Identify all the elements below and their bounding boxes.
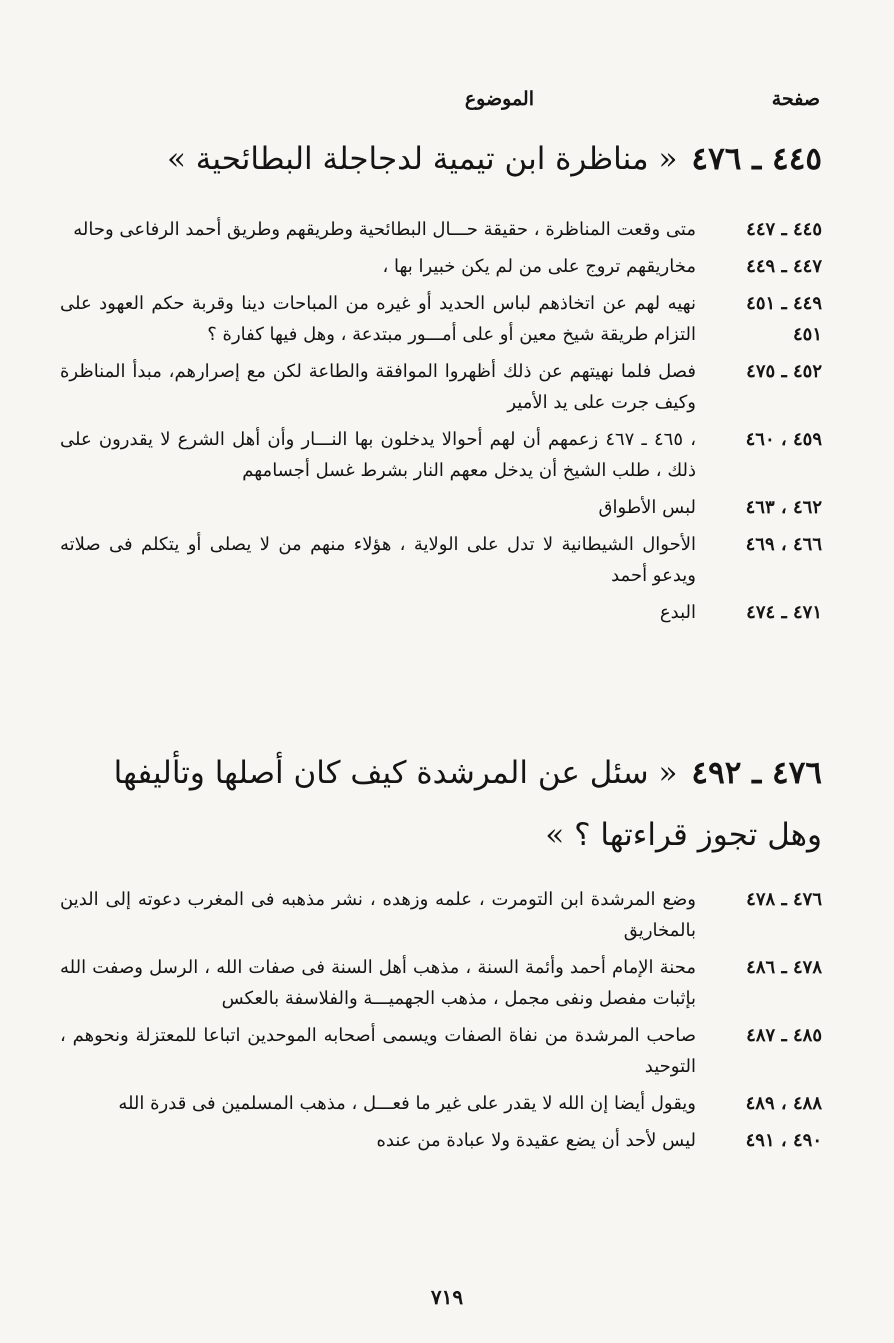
entry-pages: ٤٤٥ ـ ٤٤٧ [746, 219, 822, 240]
entry-text: الأحوال الشيطانية لا تدل على الولاية ، هؤلاء منهم من لا يصلى أو يتكلم فى صلاته ويدعو أحمد [60, 534, 696, 586]
entry-pages: ٤٧٦ ـ ٤٧٨ [746, 889, 822, 910]
entry-pages: ٤٦٦ ، ٤٦٩ [745, 534, 822, 555]
entry-pages: ٤٧٨ ـ ٤٨٦ [746, 957, 822, 978]
entry-text: محنة الإمام أحمد وأئمة السنة ، مذهب أهل السنة فى صفات الله ، الرسل وصفت الله بإثبات مفصل ونفى مجمل ، مذهب الجهميـــة والفلاسفة بالعكس [60, 957, 696, 1009]
toc-entry [60, 1125, 822, 1156]
entry-pages: ٤٦٢ ، ٤٦٣ [745, 497, 822, 518]
entry-pages: ٤٨٨ ، ٤٨٩ [745, 1093, 822, 1114]
section-heading [60, 128, 822, 190]
entry-text: ليس لأحد أن يضع عقيدة ولا عبادة من عنده [376, 1130, 696, 1151]
section-entries [60, 884, 822, 1162]
entry-text: صاحب المرشدة من نفاة الصفات ويسمى أصحابه الموحدين اتباعا للمعتزلة ونحوهم ، التوحيد [60, 1025, 696, 1077]
toc-entry [60, 288, 822, 350]
entry-pages: ٤٧١ ـ ٤٧٤ [746, 602, 822, 623]
entry-pages: ٤٥٢ ـ ٤٧٥ [746, 361, 822, 382]
entry-pages-main: ٤٤٩ ـ ٤٥١ [746, 293, 822, 314]
entry-text: البدع [659, 602, 696, 623]
toc-entry [60, 529, 822, 591]
section-title: « سئل عن المرشدة كيف كان أصلها وتأليفها وهل تجوز قراءتها ؟ » [113, 755, 822, 853]
entry-text: وضع المرشدة ابن التومرت ، علمه وزهده ، نشر مذهبه فى المغرب دعوته إلى الدين بالمخاريق [60, 889, 696, 941]
entry-text: لبس الأطواق [598, 497, 696, 518]
entry-pages: ٤٩٠ ، ٤٩١ [745, 1130, 822, 1151]
toc-entry [60, 884, 822, 946]
section-heading [60, 742, 822, 866]
section-entries [60, 214, 822, 634]
toc-entry [60, 251, 822, 282]
toc-entry [60, 597, 822, 628]
entry-pages: ٤٥٩ ، ٤٦٠ [745, 429, 822, 450]
page-number: ٧١٩ [430, 1285, 464, 1309]
section-page-range: ٤٤٥ ـ ٤٧٦ [691, 141, 822, 177]
entry-text: ويقول أيضا إن الله لا يقدر على غير ما فعـــل ، مذهب المسلمين فى قدرة الله [118, 1093, 696, 1114]
toc-entry [60, 214, 822, 245]
section-page-range: ٤٧٦ ـ ٤٩٢ [691, 755, 822, 791]
entry-text: مخاريقهم تروج على من لم يكن خبيرا بها ، [382, 256, 696, 277]
page-column-header: صفحة [771, 88, 820, 110]
toc-entry [60, 952, 822, 1014]
toc-entry [60, 356, 822, 418]
toc-entry [60, 1020, 822, 1082]
entry-pages: ٤٤٧ ـ ٤٤٩ [746, 256, 822, 277]
topic-column-header: الموضوع [464, 88, 534, 110]
toc-entry [60, 424, 822, 486]
toc-entry [60, 492, 822, 523]
entry-text: ، ٤٦٥ ـ ٤٦٧ زعمهم أن لهم أحوالا يدخلون بها النـــار وأن أهل الشرع لا يقدرون على ذلك ، طلب الشيخ أن يدخل معهم النار بشرط غسل أجسامهم [60, 429, 697, 481]
section-title: « مناظرة ابن تيمية لدجاجلة البطائحية » [166, 141, 678, 177]
entry-pages [696, 288, 822, 350]
entry-text: متى وقعت المناظرة ، حقيقة حـــال البطائحية وطريقهم وطريق أحمد الرفاعى وحاله [73, 219, 696, 240]
entry-text: فصل فلما نهيتهم عن ذلك أظهروا الموافقة والطاعة لكن مع إصرارهم، مبدأ المناظرة وكيف جرت على يد الأمير [60, 361, 696, 413]
toc-entry [60, 1088, 822, 1119]
entry-pages: ٤٨٥ ـ ٤٨٧ [746, 1025, 822, 1046]
entry-pages-extra: ٤٥١ [792, 324, 822, 345]
entry-text: نهيه لهم عن اتخاذهم لباس الحديد أو غيره من المباحات دينا وقربة حكم العهود على التزام طريقة شيخ معين أو على أمـــور مبتدعة ، وهل فيها كفارة ؟ [60, 293, 696, 345]
